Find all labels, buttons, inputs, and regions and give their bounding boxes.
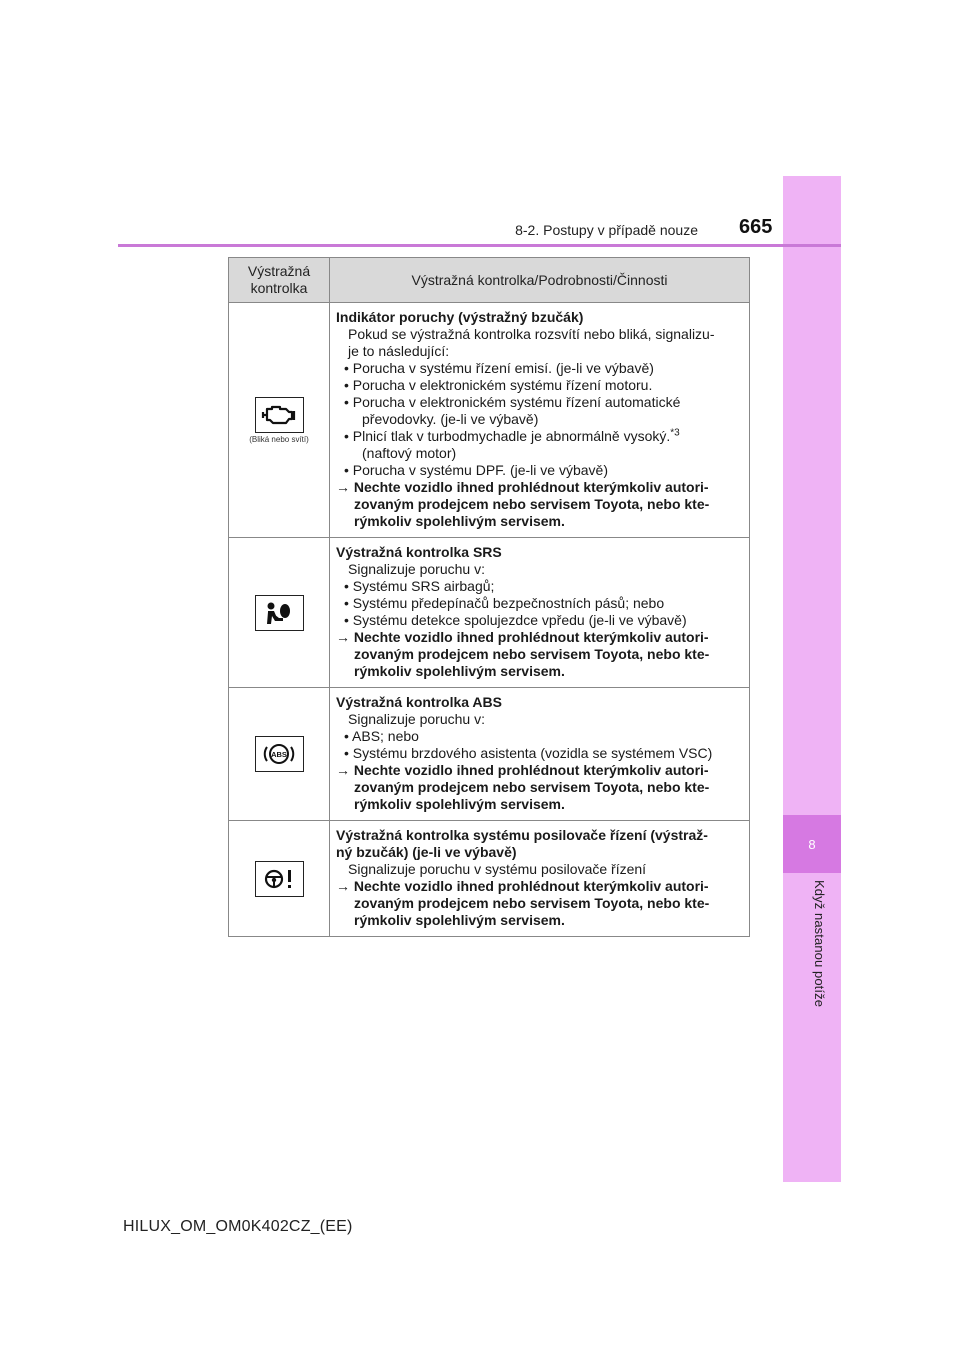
- arrow-icon: →: [336, 629, 350, 645]
- arrow-icon: →: [336, 878, 350, 894]
- icon-cell: [229, 688, 330, 821]
- bullet-item: [336, 428, 743, 445]
- bullet-item: • Porucha v systému DPF. (je-li ve výbavě): [344, 462, 608, 478]
- bullet-text: • Plnicí tlak v turbodmychadle je abnormálně vysoký.: [344, 428, 671, 444]
- description-line: je to následující:: [348, 343, 450, 359]
- bullet-item: • Systému předepínačů bezpečnostních pásů; nebo: [344, 595, 665, 611]
- action-line: Nechte vozidlo ihned prohlédnout kterýmkoliv autori-: [353, 762, 709, 778]
- arrow-icon: →: [336, 762, 350, 778]
- bullet-item: • Porucha v elektronickém systému řízení automatické: [344, 394, 681, 410]
- icon-note: (Bliká nebo svítí): [249, 434, 309, 444]
- bullet-item: • Porucha v elektronickém systému řízení motoru.: [344, 377, 653, 393]
- action-line: Nechte vozidlo ihned prohlédnout kterýmkoliv autori-: [353, 878, 709, 894]
- light-title-continued: ný bzučák) (je-li ve výbavě): [336, 844, 517, 860]
- description-cell: [330, 538, 750, 688]
- table-row: [229, 821, 750, 937]
- action-line: zovaným prodejcem nebo servisem Toyota, nebo kte-: [354, 895, 710, 911]
- column-header-details: Výstražná kontrolka/Podrobnosti/Činnosti: [330, 258, 750, 303]
- document-code: HILUX_OM_OM0K402CZ_(EE): [123, 1218, 353, 1235]
- action-line: rýmkoliv spolehlivým servisem.: [354, 912, 565, 928]
- action-line: zovaným prodejcem nebo servisem Toyota, nebo kte-: [354, 496, 710, 512]
- light-title: Výstražná kontrolka systému posilovače řízení (výstraž-: [336, 827, 708, 843]
- description-line: Signalizuje poruchu v:: [348, 711, 485, 727]
- footnote-marker: *3: [670, 427, 680, 439]
- icon-cell: [229, 821, 330, 937]
- chapter-side-tab: [783, 176, 841, 1182]
- table-row: [229, 538, 750, 688]
- bullet-item: • ABS; nebo: [344, 728, 419, 744]
- action-instruction: [336, 762, 743, 779]
- action-line: rýmkoliv spolehlivým servisem.: [354, 663, 565, 679]
- light-title: Výstražná kontrolka ABS: [336, 694, 502, 710]
- srs-airbag-icon: [255, 595, 304, 631]
- action-line: zovaným prodejcem nebo servisem Toyota, nebo kte-: [354, 779, 710, 795]
- abs-icon: [255, 736, 304, 772]
- page-number: 665: [739, 216, 773, 238]
- action-line: Nechte vozidlo ihned prohlédnout kterýmkoliv autori-: [353, 479, 709, 495]
- column-header-light: Výstražná kontrolka: [229, 258, 330, 303]
- table-header-row: [229, 258, 750, 303]
- description-cell: [330, 303, 750, 538]
- arrow-icon: →: [336, 479, 350, 495]
- header-divider: [118, 244, 841, 247]
- bullet-item: • Systému SRS airbagů;: [344, 578, 495, 594]
- action-instruction: [336, 878, 743, 895]
- bullet-continuation: převodovky. (je-li ve výbavě): [362, 411, 539, 427]
- action-instruction: [336, 629, 743, 646]
- description-line: Pokud se výstražná kontrolka rozsvítí nebo bliká, signalizu-: [348, 326, 715, 342]
- description-line: Signalizuje poruchu v:: [348, 561, 485, 577]
- chapter-number: 8: [783, 815, 841, 873]
- section-title: 8-2. Postupy v případě nouze: [515, 222, 698, 238]
- bullet-item: • Porucha v systému řízení emisí. (je-li ve výbavě): [344, 360, 654, 376]
- bullet-continuation: (naftový motor): [362, 445, 457, 461]
- table-row: [229, 303, 750, 538]
- bullet-item: • Systému detekce spolujezdce vpředu (je-li ve výbavě): [344, 612, 687, 628]
- icon-cell: [229, 538, 330, 688]
- light-title: Výstražná kontrolka SRS: [336, 544, 502, 560]
- power-steering-warning-icon: [255, 861, 304, 897]
- check-engine-icon: [255, 397, 304, 433]
- action-line: Nechte vozidlo ihned prohlédnout kterýmkoliv autori-: [353, 629, 709, 645]
- table-row: [229, 688, 750, 821]
- icon-cell: [229, 303, 330, 538]
- description-cell: [330, 821, 750, 937]
- abs-icon-label: ABS: [271, 750, 287, 759]
- warning-lights-table: [228, 257, 750, 937]
- description-cell: [330, 688, 750, 821]
- action-line: rýmkoliv spolehlivým servisem.: [354, 796, 565, 812]
- chapter-title: Když nastanou potíže: [812, 880, 827, 1008]
- bullet-item: • Systému brzdového asistenta (vozidla se systémem VSC): [344, 745, 713, 761]
- light-title: Indikátor poruchy (výstražný bzučák): [336, 309, 584, 325]
- action-instruction: [336, 479, 743, 496]
- action-line: zovaným prodejcem nebo servisem Toyota, nebo kte-: [354, 646, 710, 662]
- action-line: rýmkoliv spolehlivým servisem.: [354, 513, 565, 529]
- description-line: Signalizuje poruchu v systému posilovače řízení: [348, 861, 647, 877]
